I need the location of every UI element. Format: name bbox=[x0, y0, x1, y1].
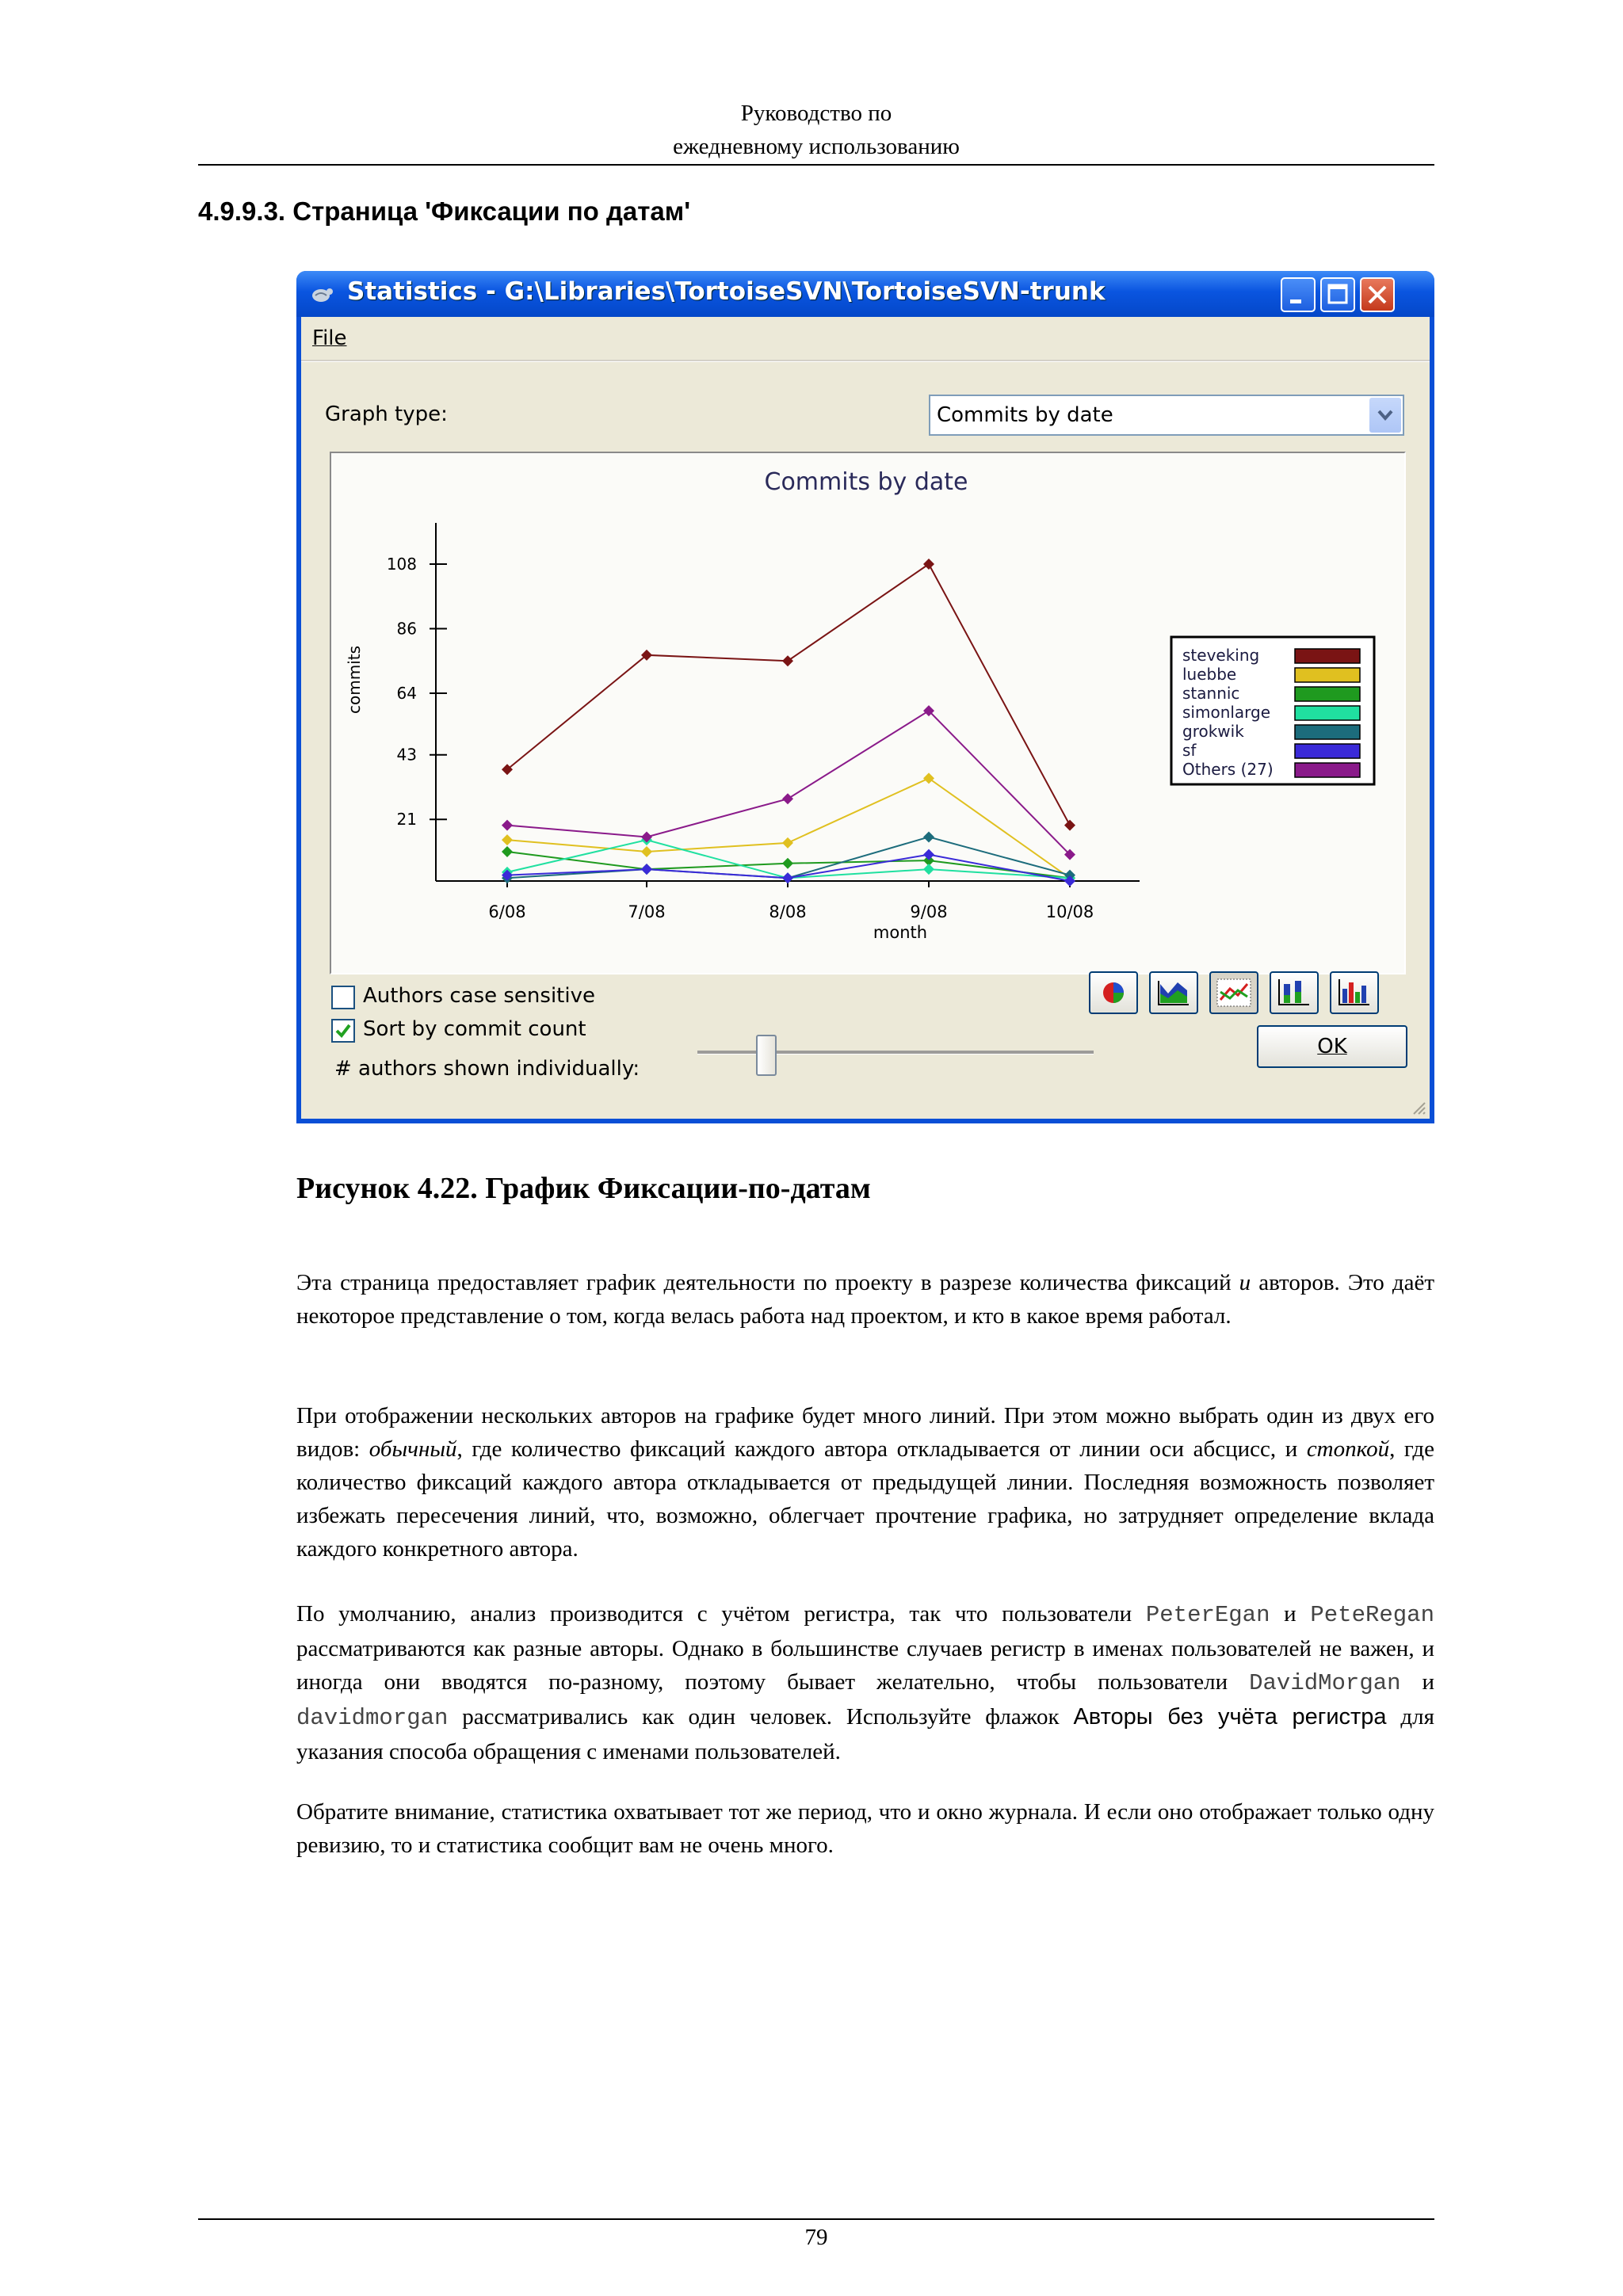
header-line-2: ежедневному использованию bbox=[673, 134, 960, 159]
legend-label: Others (27) bbox=[1182, 760, 1274, 779]
x-axis-label: month bbox=[873, 923, 928, 942]
x-tick-label: 7/08 bbox=[628, 902, 666, 921]
footer-rule bbox=[198, 2218, 1434, 2220]
close-button[interactable] bbox=[1360, 277, 1395, 312]
series-line bbox=[507, 711, 1070, 854]
legend-swatch bbox=[1295, 763, 1360, 777]
authors-case-checkbox[interactable] bbox=[331, 986, 355, 1009]
paragraph-2: При отображении нескольких авторов на графике будет много линий. При этом можно выбрать один из двух его видов: обычный, где количество фиксаций каждого автора откладывается от линии оси абсцисс, и стопкой, где количество фиксаций каждого автора откладывается от предыдущей линии. Последняя возможность позволяет избежать пересечения линий, что, возможно, облегчает прочтение графика, но затрудняет определение вклада каждого конкретного автора. bbox=[296, 1403, 1434, 1562]
data-point bbox=[923, 831, 934, 842]
page-number: 79 bbox=[804, 2225, 828, 2250]
legend-label: luebbe bbox=[1182, 665, 1237, 684]
x-tick-label: 8/08 bbox=[769, 902, 807, 921]
code-petereagan: PeterEgan bbox=[1145, 1602, 1270, 1628]
x-tick-label: 10/08 bbox=[1045, 902, 1094, 921]
pie-chart-icon bbox=[1090, 973, 1136, 1013]
y-axis-label: commits bbox=[345, 645, 364, 715]
chart-legend bbox=[1171, 637, 1374, 784]
figure-caption: Рисунок 4.22. График Фиксации-по-датам bbox=[296, 1172, 871, 1205]
header-rule bbox=[198, 164, 1434, 166]
x-tick-label: 9/08 bbox=[910, 902, 948, 921]
data-point bbox=[1064, 820, 1075, 831]
legend-label: stannic bbox=[1182, 684, 1240, 703]
authors-case-label: Authors case sensitive bbox=[363, 984, 595, 1008]
statistics-window bbox=[296, 271, 1434, 1123]
menu-file[interactable] bbox=[312, 326, 347, 350]
data-point bbox=[923, 772, 934, 784]
sort-by-count-checkbox[interactable] bbox=[331, 1019, 355, 1043]
data-point bbox=[641, 864, 652, 875]
legend-swatch bbox=[1295, 744, 1360, 758]
combo-dropdown-button[interactable] bbox=[1369, 398, 1401, 433]
chart-title: Commits by date bbox=[764, 468, 968, 496]
legend-swatch bbox=[1295, 706, 1360, 720]
paragraph-3: По умолчанию, анализ производится с учётом регистра, так что пользователи PeterEgan и PeteRegan рассматриваются как разные авторы. Однако в большинстве случаев регистр в именах пользователей не важен, и иногда они вводятся по-разному, поэтому бывает желательно, чтобы пользователи DavidMorgan и davidmorgan рассматривались как один человек. Используйте флажок Авторы без учёта регистра для указания способа обращения с именами пользователей. bbox=[296, 1601, 1434, 1764]
legend-swatch bbox=[1295, 649, 1360, 663]
commits-by-date-chart bbox=[331, 453, 1404, 973]
legend-label: grokwik bbox=[1182, 722, 1244, 741]
legend-label: steveking bbox=[1182, 646, 1260, 665]
maximize-button[interactable] bbox=[1320, 277, 1355, 312]
data-point bbox=[923, 864, 934, 875]
chart-area bbox=[330, 452, 1406, 974]
y-tick-label: 86 bbox=[396, 619, 417, 639]
series-layer bbox=[502, 559, 1075, 887]
tortoise-app-icon bbox=[309, 282, 333, 306]
legend-label: simonlarge bbox=[1182, 703, 1271, 722]
ok-button-label: OK bbox=[1317, 1035, 1347, 1058]
ok-button[interactable] bbox=[1257, 1025, 1407, 1068]
section-title: 4.9.9.3. Страница 'Фиксации по датам' bbox=[198, 196, 691, 226]
y-tick-label: 43 bbox=[396, 745, 417, 765]
code-peteregan: PeteRegan bbox=[1310, 1602, 1434, 1628]
line-chart-icon bbox=[1211, 973, 1257, 1013]
authors-shown-label: # authors shown individually: bbox=[334, 1057, 640, 1081]
x-tick-label: 6/08 bbox=[488, 902, 526, 921]
data-point bbox=[782, 655, 793, 666]
y-tick-label: 21 bbox=[396, 810, 417, 830]
minimize-icon bbox=[1282, 279, 1314, 311]
stacked-bar-chart-button[interactable] bbox=[1270, 971, 1319, 1014]
data-point bbox=[923, 849, 934, 860]
window-title: Statistics - G:\Libraries\TortoiseSVN\TortoiseSVN-trunk bbox=[347, 277, 1106, 306]
header-line-1: Руководство по bbox=[740, 101, 892, 126]
bar-chart-button[interactable] bbox=[1330, 971, 1379, 1014]
ui-term: Авторы без учёта регистра bbox=[1073, 1704, 1387, 1730]
data-point bbox=[782, 872, 793, 883]
minimize-button[interactable] bbox=[1281, 277, 1316, 312]
stacked-area-chart-button[interactable] bbox=[1149, 971, 1198, 1014]
menu-file-label: File bbox=[312, 326, 347, 350]
window-client-area bbox=[301, 317, 1430, 1119]
authors-slider-thumb[interactable] bbox=[756, 1035, 777, 1076]
sort-by-count-label: Sort by commit count bbox=[363, 1017, 586, 1041]
close-icon bbox=[1361, 279, 1393, 311]
chart-axes bbox=[387, 523, 1140, 921]
title-bar[interactable] bbox=[296, 271, 1434, 317]
data-point bbox=[502, 820, 513, 831]
data-point bbox=[782, 858, 793, 869]
y-tick-label: 108 bbox=[386, 555, 417, 574]
data-point bbox=[502, 846, 513, 857]
paragraph-1: Эта страница предоставляет график деятельности по проекту в разрезе количества фиксаций и авторов. Это даёт некоторое представление о том, когда велась работа над проектом, и кто в какое время работал. bbox=[296, 1270, 1434, 1329]
running-header bbox=[198, 97, 1434, 163]
graph-type-label: Graph type: bbox=[325, 402, 448, 426]
maximize-icon bbox=[1322, 279, 1354, 311]
legend-swatch bbox=[1295, 687, 1360, 701]
checkmark-icon bbox=[333, 1020, 353, 1041]
bar-chart-icon bbox=[1331, 973, 1377, 1013]
data-point bbox=[782, 793, 793, 804]
data-point bbox=[502, 834, 513, 845]
code-davidmorgan: DavidMorgan bbox=[1249, 1670, 1401, 1696]
legend-swatch bbox=[1295, 725, 1360, 739]
resize-grip-icon[interactable] bbox=[1411, 1100, 1426, 1116]
legend-label: sf bbox=[1182, 741, 1197, 760]
menu-separator bbox=[301, 360, 1430, 362]
paragraph-4: Обратите внимание, статистика охватывает тот же период, что и окно журнала. И если оно отображает только одну ревизию, то и статистика сообщит вам не очень много. bbox=[296, 1799, 1434, 1858]
legend-swatch bbox=[1295, 668, 1360, 682]
pie-chart-button[interactable] bbox=[1089, 971, 1138, 1014]
series-line bbox=[507, 564, 1070, 826]
data-point bbox=[641, 846, 652, 857]
y-tick-label: 64 bbox=[396, 683, 417, 703]
data-point bbox=[923, 559, 934, 570]
stacked-bar-chart-icon bbox=[1271, 973, 1317, 1013]
data-point bbox=[782, 837, 793, 849]
graph-type-value: Commits by date bbox=[937, 403, 1113, 427]
stacked-area-chart-icon bbox=[1151, 973, 1197, 1013]
line-chart-button[interactable] bbox=[1209, 971, 1258, 1014]
graph-type-select[interactable] bbox=[929, 395, 1404, 436]
chevron-down-icon bbox=[1369, 398, 1401, 433]
code-davidmorgan-lower: davidmorgan bbox=[296, 1705, 449, 1731]
